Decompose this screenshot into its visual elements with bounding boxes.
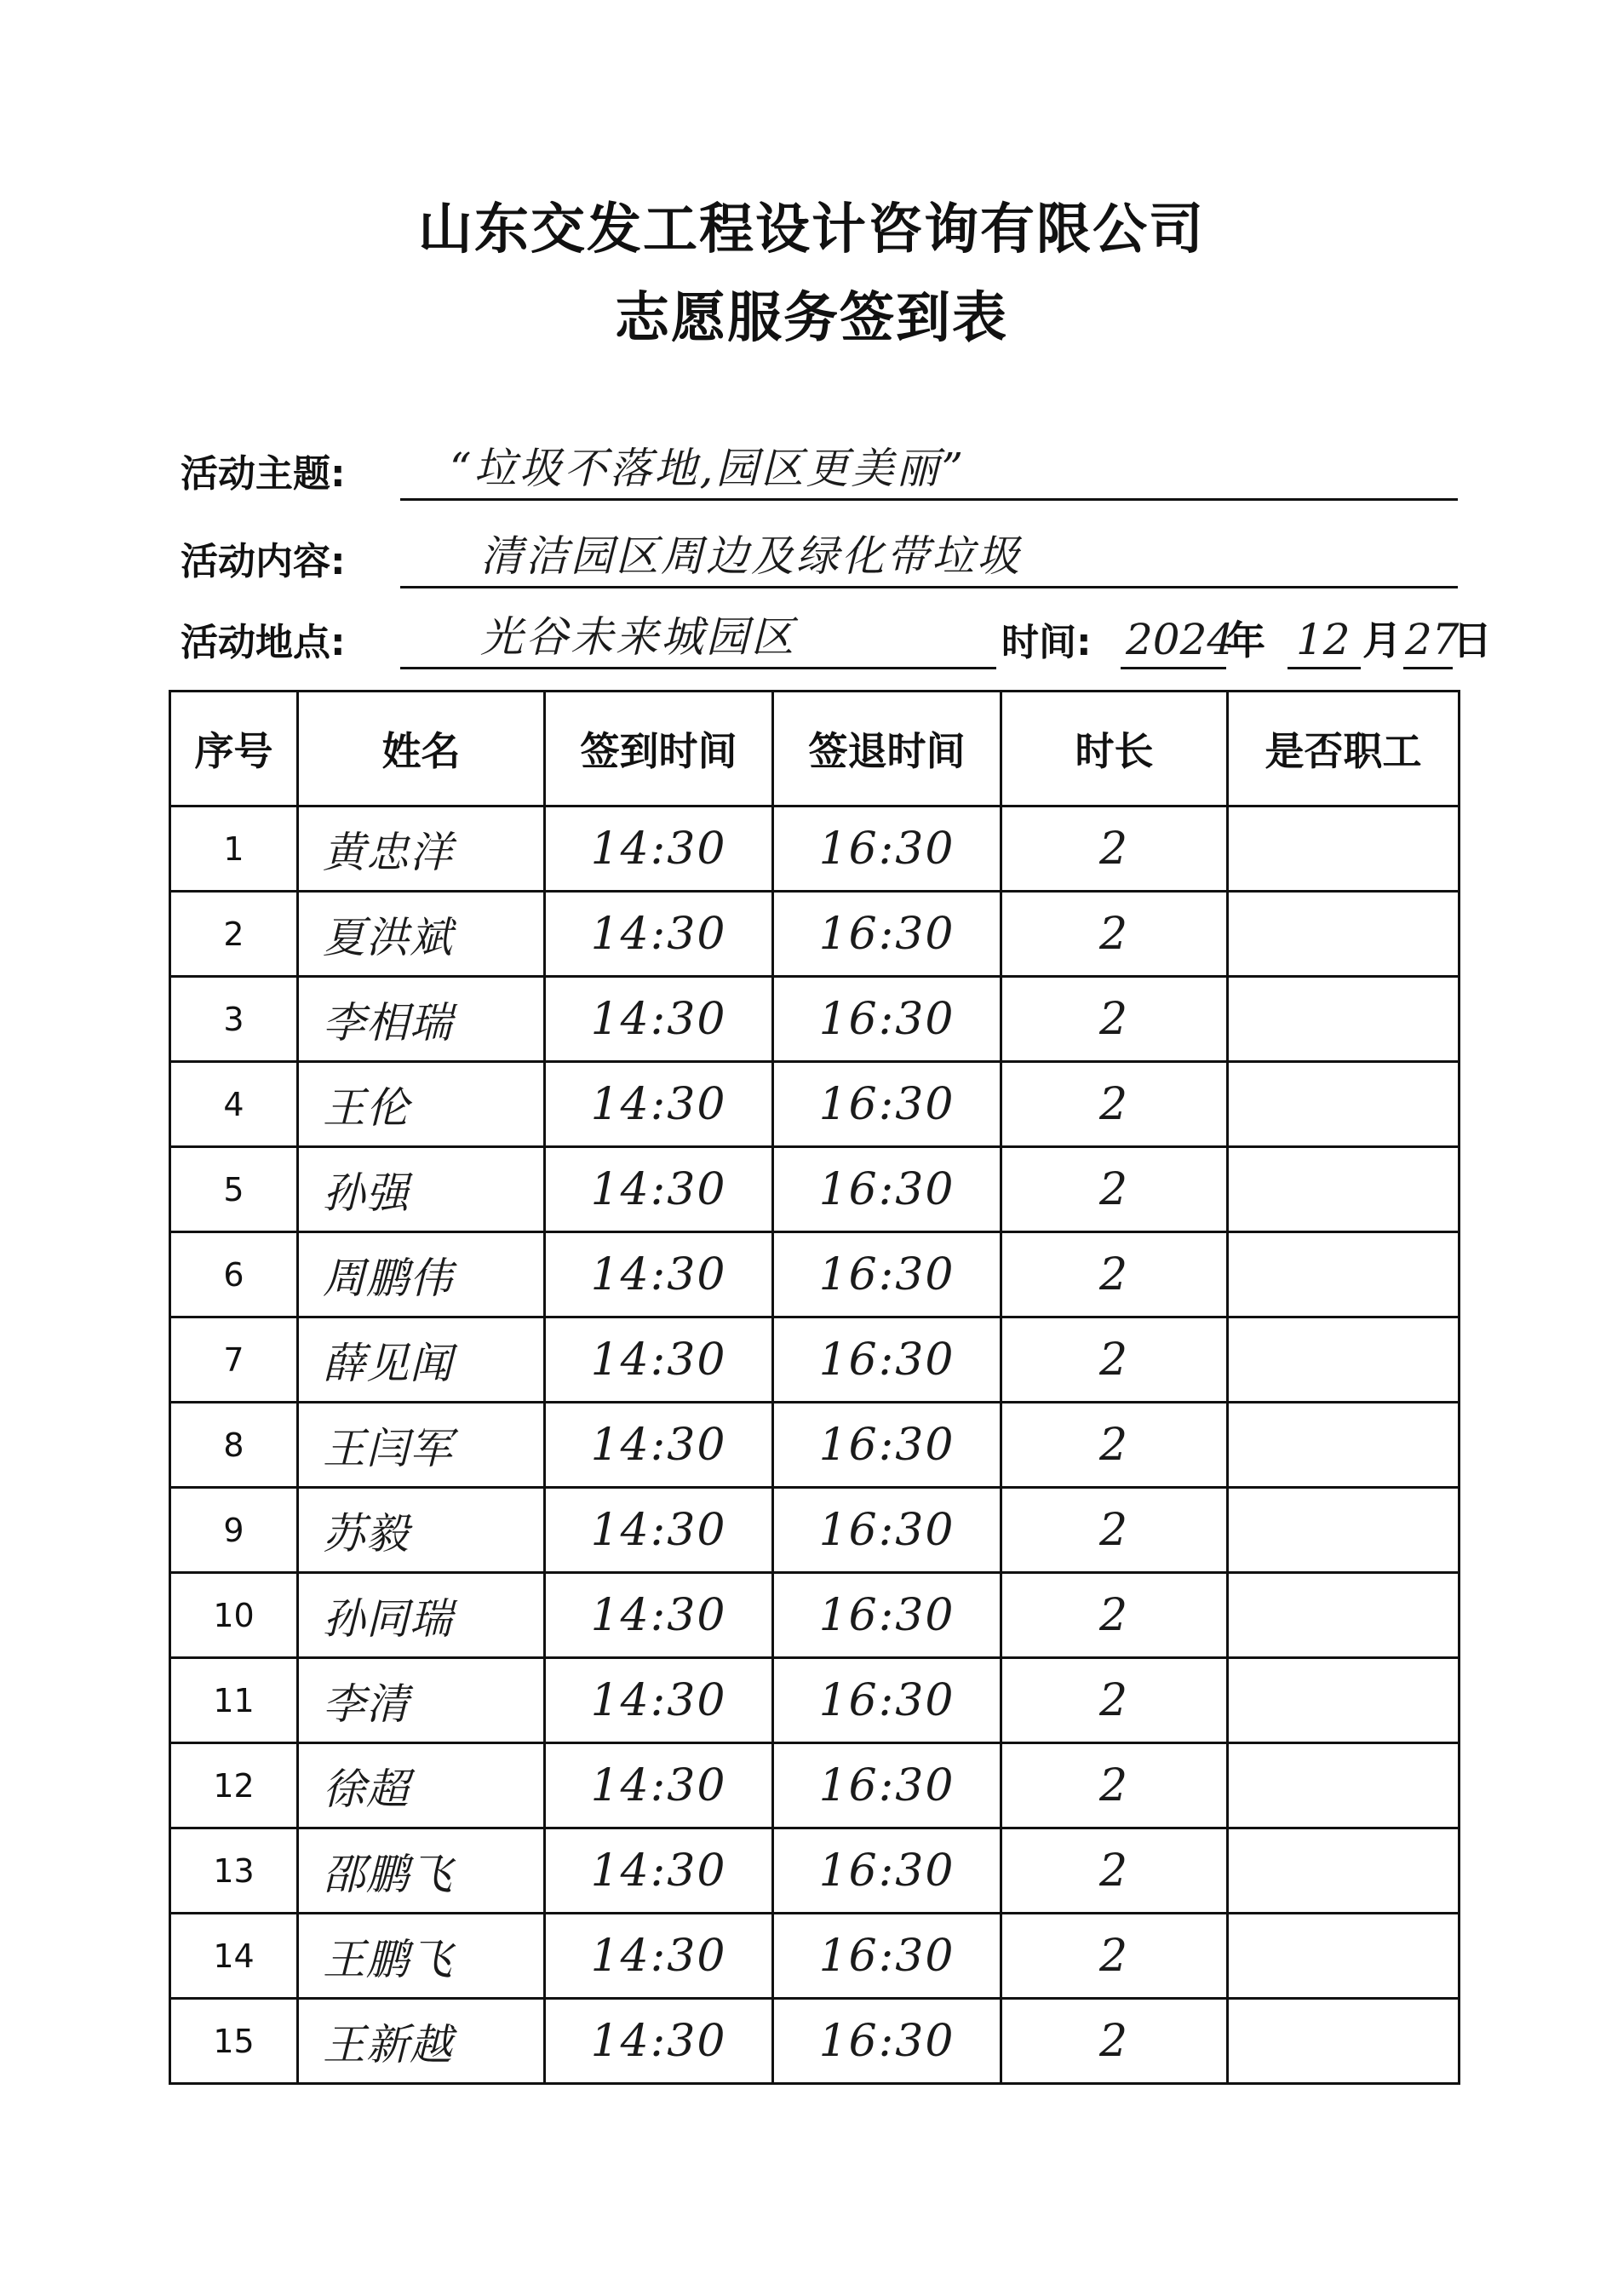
row-number-cell: 13 [170, 1828, 298, 1914]
sign-in-time-cell: 14:30 [545, 1232, 773, 1317]
table-row [170, 1147, 1460, 1232]
sign-out-time-cell: 16:30 [773, 1743, 1001, 1828]
location-value: 光谷未来城园区 [480, 612, 796, 662]
month-value: 12 [1296, 615, 1351, 664]
header-sign-in: 签到时间 [545, 692, 773, 806]
row-number-cell: 1 [170, 806, 298, 892]
is-staff-cell [1228, 1147, 1460, 1232]
row-number-cell: 11 [170, 1658, 298, 1743]
duration-cell: 2 [1001, 1914, 1228, 1999]
sign-in-time-cell: 14:30 [545, 1488, 773, 1573]
signature-text: 孙同瑞 [323, 1593, 453, 1644]
signature-text: 黄忠洋 [323, 827, 453, 877]
is-staff-cell [1228, 1828, 1460, 1914]
sign-in-time-cell: 14:30 [545, 1743, 773, 1828]
name-signature-cell [298, 1743, 545, 1828]
duration-cell: 2 [1001, 1999, 1228, 2084]
name-signature-cell [298, 806, 545, 892]
is-staff-cell [1228, 1743, 1460, 1828]
time-label: 时间: [1001, 621, 1092, 664]
signature-text: 李相瑞 [323, 997, 453, 1048]
header-no: 序号 [170, 692, 298, 806]
sign-out-time-cell: 16:30 [773, 1062, 1001, 1147]
name-signature-cell [298, 1317, 545, 1403]
is-staff-cell [1228, 1403, 1460, 1488]
table-row [170, 1317, 1460, 1403]
signature-text: 李清 [323, 1679, 410, 1729]
theme-label: 活动主题: [181, 452, 346, 496]
name-signature-cell [298, 1232, 545, 1317]
form-title: 志愿服务签到表 [615, 287, 1008, 350]
sign-out-time-cell: 16:30 [773, 1658, 1001, 1743]
table-row [170, 1828, 1460, 1914]
name-signature-cell [298, 1488, 545, 1573]
day-value: 27 [1405, 615, 1460, 664]
is-staff-cell [1228, 892, 1460, 977]
sign-in-table [169, 690, 1460, 2085]
table-row [170, 1573, 1460, 1658]
signature-text: 王伦 [323, 1082, 410, 1133]
signature-text: 苏毅 [323, 1508, 410, 1558]
sign-in-time-cell: 14:30 [545, 1828, 773, 1914]
header-sign-out: 签退时间 [773, 692, 1001, 806]
signature-text: 徐超 [323, 1764, 410, 1814]
sign-out-time-cell: 16:30 [773, 977, 1001, 1062]
duration-cell: 2 [1001, 977, 1228, 1062]
duration-cell: 2 [1001, 806, 1228, 892]
is-staff-cell [1228, 1573, 1460, 1658]
duration-cell: 2 [1001, 1403, 1228, 1488]
sign-in-time-cell: 14:30 [545, 806, 773, 892]
sign-out-time-cell: 16:30 [773, 1828, 1001, 1914]
name-signature-cell [298, 1914, 545, 1999]
row-number-cell: 12 [170, 1743, 298, 1828]
row-number-cell: 3 [170, 977, 298, 1062]
duration-cell: 2 [1001, 892, 1228, 977]
row-number-cell: 10 [170, 1573, 298, 1658]
sign-in-time-cell: 14:30 [545, 1573, 773, 1658]
name-signature-cell [298, 1573, 545, 1658]
name-signature-cell [298, 1828, 545, 1914]
sign-out-time-cell: 16:30 [773, 892, 1001, 977]
duration-cell: 2 [1001, 1062, 1228, 1147]
sign-in-time-cell: 14:30 [545, 1062, 773, 1147]
duration-cell: 2 [1001, 1828, 1228, 1914]
table-row [170, 977, 1460, 1062]
duration-cell: 2 [1001, 1317, 1228, 1403]
row-number-cell: 9 [170, 1488, 298, 1573]
duration-cell: 2 [1001, 1147, 1228, 1232]
table-row [170, 1403, 1460, 1488]
is-staff-cell [1228, 1914, 1460, 1999]
sign-in-time-cell: 14:30 [545, 892, 773, 977]
table-body [170, 806, 1460, 2084]
table-row [170, 1062, 1460, 1147]
sign-out-time-cell: 16:30 [773, 1488, 1001, 1573]
signature-text: 王闫军 [323, 1423, 453, 1473]
sign-out-time-cell: 16:30 [773, 806, 1001, 892]
row-number-cell: 4 [170, 1062, 298, 1147]
content-label: 活动内容: [181, 540, 346, 583]
row-number-cell: 2 [170, 892, 298, 977]
row-number-cell: 15 [170, 1999, 298, 2084]
signature-text: 王新越 [323, 2019, 453, 2069]
signature-text: 邵鹏飞 [323, 1849, 453, 1899]
row-number-cell: 6 [170, 1232, 298, 1317]
sign-in-time-cell: 14:30 [545, 977, 773, 1062]
is-staff-cell [1228, 1488, 1460, 1573]
name-signature-cell [298, 1147, 545, 1232]
name-signature-cell [298, 1062, 545, 1147]
is-staff-cell [1228, 1999, 1460, 2084]
sign-in-time-cell: 14:30 [545, 1147, 773, 1232]
content-value: 清洁园区周边及绿化带垃圾 [480, 531, 1022, 581]
sign-in-time-cell: 14:30 [545, 1317, 773, 1403]
is-staff-cell [1228, 977, 1460, 1062]
is-staff-cell [1228, 806, 1460, 892]
table-row [170, 1743, 1460, 1828]
content-row [181, 531, 1458, 594]
year-unit: 年 [1226, 617, 1265, 663]
is-staff-cell [1228, 1062, 1460, 1147]
table-row [170, 1914, 1460, 1999]
table-row [170, 1999, 1460, 2084]
name-signature-cell [298, 1403, 545, 1488]
table-row [170, 806, 1460, 892]
theme-value: “垃圾不落地,园区更美丽” [450, 444, 966, 493]
table-row [170, 1658, 1460, 1743]
table-header-row [170, 692, 1460, 806]
name-signature-cell [298, 1999, 545, 2084]
header-name: 姓名 [298, 692, 545, 806]
name-signature-cell [298, 977, 545, 1062]
year-value: 2024 [1126, 615, 1235, 664]
row-number-cell: 7 [170, 1317, 298, 1403]
theme-row [181, 446, 1458, 506]
sign-out-time-cell: 16:30 [773, 1232, 1001, 1317]
sign-out-time-cell: 16:30 [773, 1999, 1001, 2084]
sign-in-time-cell: 14:30 [545, 1999, 773, 2084]
is-staff-cell [1228, 1317, 1460, 1403]
duration-cell: 2 [1001, 1658, 1228, 1743]
duration-cell: 2 [1001, 1743, 1228, 1828]
row-number-cell: 5 [170, 1147, 298, 1232]
sign-in-time-cell: 14:30 [545, 1914, 773, 1999]
location-label: 活动地点: [181, 621, 346, 664]
sign-out-time-cell: 16:30 [773, 1403, 1001, 1488]
table-row [170, 1232, 1460, 1317]
sign-out-time-cell: 16:30 [773, 1147, 1001, 1232]
sign-out-time-cell: 16:30 [773, 1317, 1001, 1403]
table-row [170, 1488, 1460, 1573]
header-duration: 时长 [1001, 692, 1228, 806]
header-is-staff: 是否职工 [1228, 692, 1460, 806]
duration-cell: 2 [1001, 1232, 1228, 1317]
month-unit: 月 [1362, 617, 1402, 663]
sign-out-time-cell: 16:30 [773, 1573, 1001, 1658]
name-signature-cell [298, 892, 545, 977]
signature-text: 夏洪斌 [323, 912, 453, 962]
duration-cell: 2 [1001, 1488, 1228, 1573]
row-number-cell: 14 [170, 1914, 298, 1999]
sign-in-time-cell: 14:30 [545, 1403, 773, 1488]
table-row [170, 892, 1460, 977]
signature-text: 孙强 [323, 1168, 410, 1218]
is-staff-cell [1228, 1658, 1460, 1743]
location-row [181, 612, 1492, 674]
sign-in-time-cell: 14:30 [545, 1658, 773, 1743]
sign-out-time-cell: 16:30 [773, 1914, 1001, 1999]
day-unit: 日 [1453, 617, 1492, 663]
company-name: 山东交发工程设计咨询有限公司 [418, 198, 1205, 261]
name-signature-cell [298, 1658, 545, 1743]
signature-text: 王鹏飞 [323, 1934, 453, 1984]
row-number-cell: 8 [170, 1403, 298, 1488]
signature-text: 薛见闻 [323, 1338, 453, 1388]
duration-cell: 2 [1001, 1573, 1228, 1658]
is-staff-cell [1228, 1232, 1460, 1317]
signature-text: 周鹏伟 [323, 1253, 453, 1303]
